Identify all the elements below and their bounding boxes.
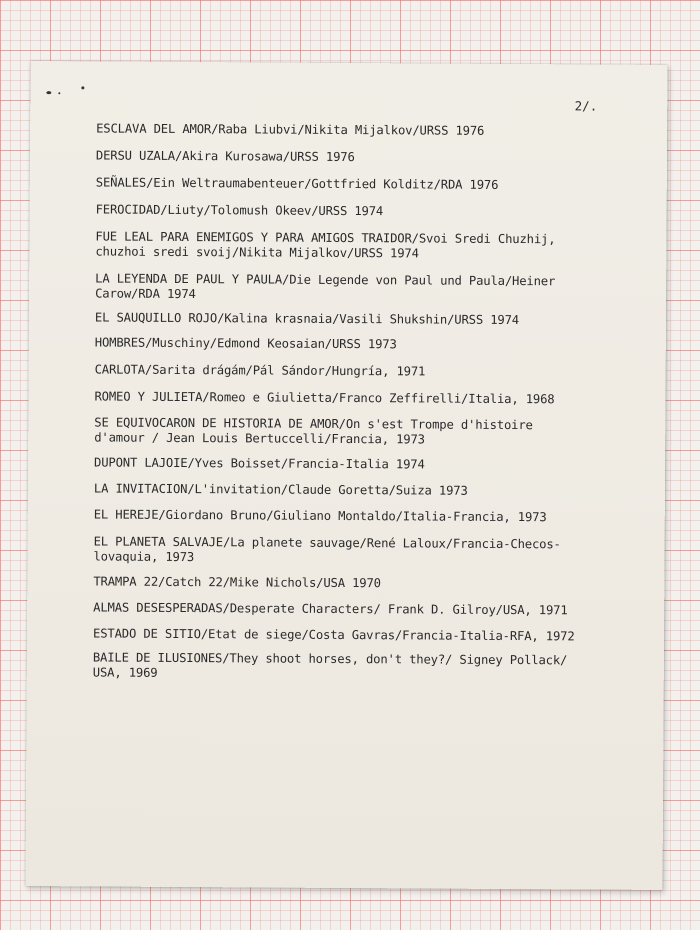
typed-page — [25, 61, 667, 890]
film-entry — [96, 121, 636, 139]
entry-line: ROMEO Y JULIETA/Romeo e Giulietta/Franco Zeffirelli/Italia, 1968 — [94, 389, 555, 407]
film-entry — [93, 574, 633, 592]
ink-speck — [46, 91, 51, 94]
entry-line: LA INVITACION/L'invitation/Claude Goretta/Suiza 1973 — [93, 481, 468, 498]
film-entry — [95, 310, 635, 328]
entry-line: ESCLAVA DEL AMOR/Raba Liubvi/Nikita Mijalkov/URSS 1976 — [96, 121, 485, 138]
entry-line: Carow/RDA 1974 — [95, 286, 196, 302]
entry-line: CARLOTA/Sarita drágám/Pál Sándor/Hungría, 1971 — [94, 362, 426, 379]
film-entry — [96, 175, 636, 193]
entry-line: TRAMPA 22/Catch 22/Mike Nichols/USA 1970 — [93, 574, 381, 591]
page-number: 2/. — [574, 98, 598, 114]
film-entry — [93, 626, 633, 644]
film-entry — [93, 650, 633, 683]
entry-line: LA LEYENDA DE PAUL Y PAULA/Die Legende von Paul und Paula/Heiner — [95, 271, 556, 289]
entry-line: SEÑALES/Ein Weltraumabenteuer/Gottfried Kolditz/RDA 1976 — [95, 175, 499, 192]
film-entry — [96, 148, 636, 166]
film-entry — [96, 202, 636, 220]
entry-line: lovaquia, 1973 — [93, 549, 195, 565]
film-entry — [93, 534, 633, 567]
entry-line: chuzhoi sredi svoij/Nikita Mijalkov/URSS 1974 — [95, 244, 419, 261]
film-entry — [94, 389, 634, 407]
ink-speck — [58, 92, 60, 94]
film-entry — [94, 455, 634, 473]
entry-line: EL SAUQUILLO ROJO/Kalina krasnaia/Vasili Shukshin/URSS 1974 — [94, 310, 520, 328]
entry-line: FEROCIDAD/Liuty/Tolomush Okeev/URSS 1974 — [95, 202, 384, 219]
film-entry — [95, 271, 635, 304]
entry-line: HOMBRES/Muschiny/Edmond Keosaian/URSS 1973 — [94, 335, 397, 352]
film-entry — [94, 481, 634, 499]
film-list — [93, 121, 636, 683]
film-entry — [95, 229, 635, 262]
film-entry — [95, 335, 635, 353]
entry-line: ESTADO DE SITIO/Etat de siege/Costa Gavras/Francia-Italia-RFA, 1972 — [92, 626, 575, 644]
entry-line: BAILE DE ILUSIONES/They shoot horses, don't they?/ Signey Pollack/ — [92, 650, 568, 668]
film-entry — [95, 362, 635, 380]
ink-speck — [81, 86, 84, 89]
entry-line: FUE LEAL PARA ENEMIGOS Y PARA AMIGOS TRAIDOR/Svoi Sredi Chuzhij, — [95, 229, 556, 247]
film-entry — [94, 507, 634, 525]
entry-line: SE EQUIVOCARON DE HISTORIA DE AMOR/On s'est Trompe d'histoire — [94, 415, 533, 433]
entry-line: DERSU UZALA/Akira Kurosawa/URSS 1976 — [95, 148, 355, 165]
entry-line: EL HEREJE/Giordano Bruno/Giuliano Montaldo/Italia-Francia, 1973 — [93, 507, 547, 525]
entry-line: d'amour / Jean Louis Bertuccelli/Francia, 1973 — [94, 430, 425, 447]
film-entry — [93, 600, 633, 618]
entry-line: EL PLANETA SALVAJE/La planete sauvage/René Laloux/Francia-Checos- — [93, 534, 561, 552]
entry-line: ALMAS DESESPERADAS/Desperate Characters/ Frank D. Gilroy/USA, 1971 — [93, 600, 568, 618]
entry-line: DUPONT LAJOIE/Yves Boisset/Francia-Italia 1974 — [94, 455, 425, 472]
entry-line: USA, 1969 — [92, 665, 158, 680]
film-entry — [94, 415, 634, 448]
